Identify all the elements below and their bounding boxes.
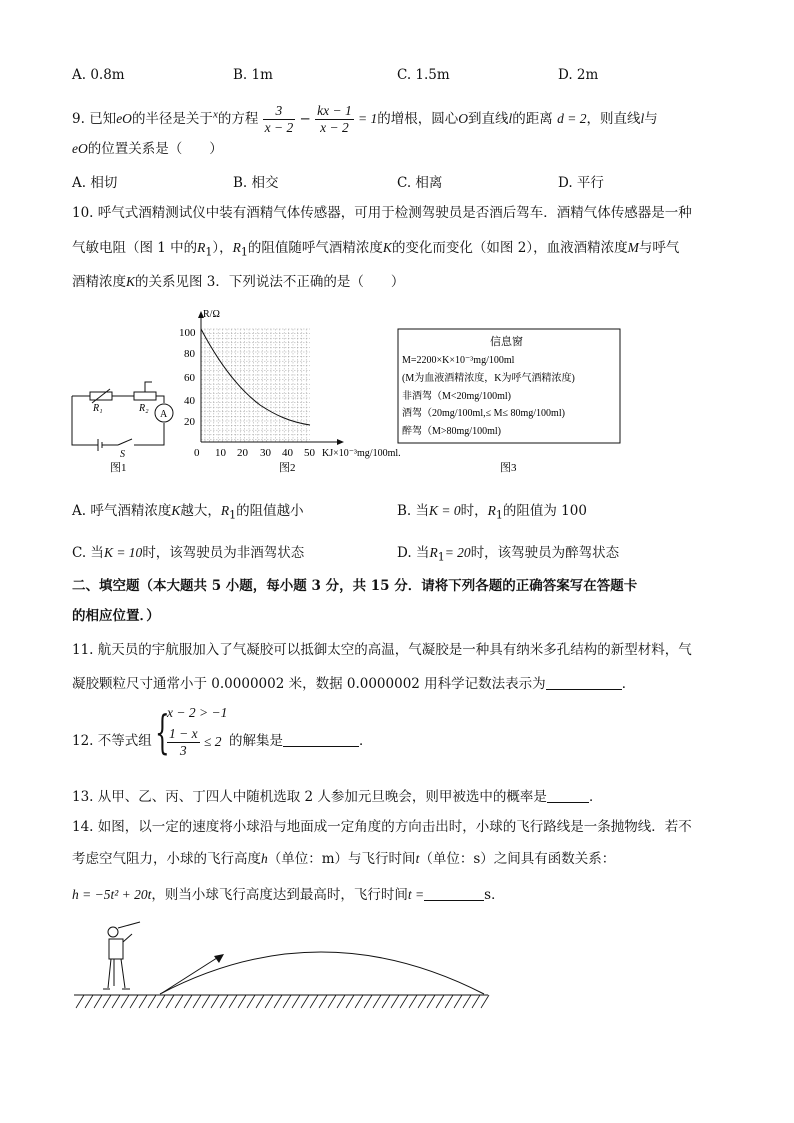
q10-text: 的关系见图 3．下列说法不正确的是（ ）	[135, 274, 405, 290]
denominator: x − 2	[320, 120, 349, 135]
q10-math: K = 10	[103, 545, 143, 560]
q11-end: ．	[621, 676, 636, 692]
golfer	[103, 922, 140, 989]
fig1-r2-label: R₂	[139, 403, 149, 414]
q14-line1: 14. 如图，以一定的速度将小球沿与地面成一定角度的方向击出时，小球的飞行路线是一条抛物线．若不	[72, 819, 692, 835]
section2-heading-2: 的相应位置．）	[72, 608, 160, 624]
fig2-curve	[201, 329, 310, 425]
q10-text: 的变化而变化（如图 2），血液酒精浓度	[391, 240, 628, 256]
q9-text: 的位置关系是（ ）	[87, 141, 223, 157]
q12-tail-math: ≤ 2	[203, 734, 222, 749]
q10-text: 时，	[460, 503, 488, 519]
fig3-line: 醉驾（M>80mg/100ml)	[402, 426, 501, 437]
fig2-xtick: 10	[215, 447, 226, 459]
q9-number: 9.	[72, 111, 85, 127]
q9-text: 与	[644, 111, 658, 127]
q10-sub: 1	[229, 508, 237, 522]
q11-line2	[72, 674, 635, 694]
q12-text: 的解集是	[229, 733, 283, 749]
q12-inequality-2	[167, 726, 221, 759]
q9-text: 的方程	[217, 111, 259, 127]
q9-d-eq: d = 2	[557, 111, 587, 126]
q10-text: 酒精浓度	[72, 274, 126, 290]
q12-fraction	[167, 726, 200, 759]
q9-equals: = 1	[358, 111, 378, 126]
q10-text: 与呼气	[638, 240, 680, 256]
q14-line3	[72, 885, 505, 905]
fig1-r1-label: R₁	[93, 403, 103, 414]
fig3-caption: 图3	[500, 462, 517, 474]
q10-text: 的阻值随呼气酒精浓度	[247, 240, 383, 256]
q13-end: ．	[588, 789, 603, 805]
q9-text: 的增根，圆心	[377, 111, 459, 127]
q11-text: 凝胶颗粒尺寸通常小于 0.0000002 米，数据 0.0000002 用科学记数法表示为	[72, 676, 546, 692]
q9-l: l	[640, 111, 645, 126]
q10-math: = 20	[444, 545, 471, 560]
q10-option-a	[72, 499, 304, 522]
q10-text: D. 当	[397, 545, 430, 561]
q9-var: x	[212, 108, 218, 121]
fig3-line: M=2200×K×10⁻³mg/100ml	[402, 355, 515, 366]
q9-line1	[72, 103, 658, 136]
q12-label: 12. 不等式组	[72, 733, 152, 749]
q9-text: ，则直线	[586, 111, 641, 127]
q14-line2	[72, 849, 615, 869]
q10-text: 时，该驾驶员为醉驾状态	[470, 545, 620, 561]
q14-figure	[70, 918, 510, 1018]
q10-text: 气敏电阻（图 1 中的	[72, 240, 198, 256]
q10-option-d	[397, 541, 619, 564]
q9-o: O	[458, 111, 469, 126]
q12-tail	[229, 729, 373, 749]
fig2-xtick: 50	[304, 447, 315, 459]
q14-text: s．	[484, 887, 505, 903]
numerator: 3	[263, 103, 296, 120]
q10-r: R	[487, 503, 496, 518]
answer-blank[interactable]	[283, 732, 359, 747]
fig2-ytick: 20	[184, 416, 195, 428]
q8-option-a: A. 0.8m	[72, 67, 125, 83]
q10-math: K = 0	[429, 503, 461, 518]
fig2-xtick: 30	[260, 447, 271, 459]
answer-blank[interactable]	[424, 886, 484, 901]
trajectory	[160, 952, 484, 994]
q9-circle: eO	[116, 111, 132, 126]
q10-line3	[72, 272, 404, 292]
q14-t: t	[415, 851, 420, 866]
q10-line1: 10. 呼气式酒精测试仪中装有酒精气体传感器，可用于检测驾驶员是否酒后驾车．酒精气体传感器是一种	[72, 205, 692, 221]
q14-text: （单位：s）之间具有函数关系：	[419, 851, 616, 867]
q10-sub: 1	[240, 245, 248, 259]
q9-circle: eO	[72, 141, 88, 156]
fig1-ammeter-label: A	[160, 409, 168, 420]
direction-arrow	[162, 956, 220, 993]
fig2-xtick: 0	[194, 447, 200, 459]
q11-line1: 11. 航天员的宇航服加入了气凝胶可以抵御太空的高温，气凝胶是一种具有纳米多孔结构的新型材料，气	[72, 642, 692, 658]
fig2-ytick: 60	[184, 372, 195, 384]
q12-brace: {	[155, 705, 170, 759]
fig2-ytick: 40	[184, 395, 195, 407]
q12-inequality-1: x − 2 > −1	[167, 705, 228, 720]
q9-text: 到直线	[468, 111, 509, 127]
q10-m: M	[627, 240, 639, 255]
q9-l: l	[508, 111, 513, 126]
q10-line2	[72, 238, 679, 263]
q8-option-d: D. 2m	[558, 67, 599, 83]
q10-text: 时，该驾驶员为非酒驾状态	[142, 545, 305, 561]
fig2-ylabel: R/Ω	[203, 309, 220, 320]
q10-r: R	[220, 503, 230, 518]
q9-fraction-2	[315, 103, 354, 136]
q14-h: h	[261, 851, 268, 866]
fig2-chart	[198, 311, 344, 445]
numerator: 1 − x	[169, 726, 198, 741]
q10-sub: 1	[205, 245, 213, 259]
q14-t-eq: t =	[407, 887, 425, 902]
q9-text: 已知	[89, 111, 117, 127]
q9-text: 的半径是关于	[131, 111, 213, 127]
q8-option-b: B. 1m	[233, 67, 273, 83]
fig1-circuit	[72, 382, 173, 451]
fig3-line: (M为血液酒精浓度，K为呼气酒精浓度)	[402, 373, 575, 384]
q10-text: 越大，	[180, 503, 221, 519]
q13-line	[72, 787, 602, 807]
q10-r: R	[429, 545, 438, 560]
fig2-ytick: 100	[179, 327, 196, 339]
fig2-xtick: 20	[237, 447, 248, 459]
q9-minus: −	[299, 111, 311, 127]
fig2-xtick: 40	[282, 447, 293, 459]
q10-option-c	[72, 541, 304, 561]
fig1-switch-label: S	[120, 449, 125, 460]
q10-text: A. 呼气酒精浓度	[72, 503, 172, 519]
fig3-line: 非酒驾（M<20mg/100ml)	[402, 391, 511, 402]
q9-option-b: B. 相交	[233, 175, 279, 191]
q10-text: 的阻值越小	[236, 503, 304, 519]
q13-text: 13. 从甲、乙、丙、丁四人中随机选取 2 人参加元旦晚会，则甲被选中的概率是	[72, 789, 547, 805]
fig2-xlabel: KJ×10⁻³mg/100ml.	[322, 448, 401, 459]
fig2-ytick: 80	[184, 348, 195, 360]
q9-option-c: C. 相离	[397, 175, 443, 191]
q9-text: 的距离	[512, 111, 553, 127]
q9-option-a: A. 相切	[72, 175, 118, 191]
fig3-line: 酒驾（20mg/100ml,≤ M≤ 80mg/100ml)	[402, 408, 565, 419]
q10-text: C. 当	[72, 545, 104, 561]
answer-blank[interactable]	[547, 788, 589, 803]
q14-text: （单位：m）与飞行时间	[267, 851, 416, 867]
fig2-caption: 图2	[279, 462, 296, 474]
ground-hatching	[76, 995, 489, 1008]
q10-option-b	[397, 499, 587, 522]
q14-text: ，则当小球飞行高度达到最高时，飞行时间	[151, 887, 408, 903]
q10-r: R	[232, 240, 241, 255]
section2-heading: 二、填空题（本大题共 5 小题，每小题 3 分，共 15 分．请将下列各题的正确答案写在答题卡	[72, 578, 638, 594]
q10-k: K	[382, 240, 392, 255]
q14-formula: h = −5t² + 20t	[72, 887, 152, 902]
q8-option-c: C. 1.5m	[397, 67, 450, 83]
q10-k: K	[126, 274, 136, 289]
q12-end: ．	[359, 733, 373, 749]
fig1-caption: 图1	[110, 462, 127, 474]
q10-k: K	[171, 503, 181, 518]
q10-text: ），	[212, 240, 233, 256]
answer-blank[interactable]	[546, 675, 622, 690]
q9-line2	[72, 139, 223, 159]
q10-text: B. 当	[397, 503, 430, 519]
q9-fraction-1	[263, 103, 296, 136]
q10-r: R	[197, 240, 206, 255]
fig3-title: 信息窗	[490, 336, 523, 348]
q14-text: 考虑空气阻力，小球的飞行高度	[72, 851, 261, 867]
numerator: kx − 1	[317, 103, 352, 118]
q10-sub: 1	[437, 550, 445, 564]
q9-option-d: D. 平行	[558, 175, 604, 191]
q10-text: 的阻值为 100	[502, 503, 587, 519]
q10-figures	[0, 305, 794, 485]
denominator: x − 2	[264, 120, 294, 135]
denominator: 3	[179, 743, 187, 758]
q10-sub: 1	[495, 508, 503, 522]
